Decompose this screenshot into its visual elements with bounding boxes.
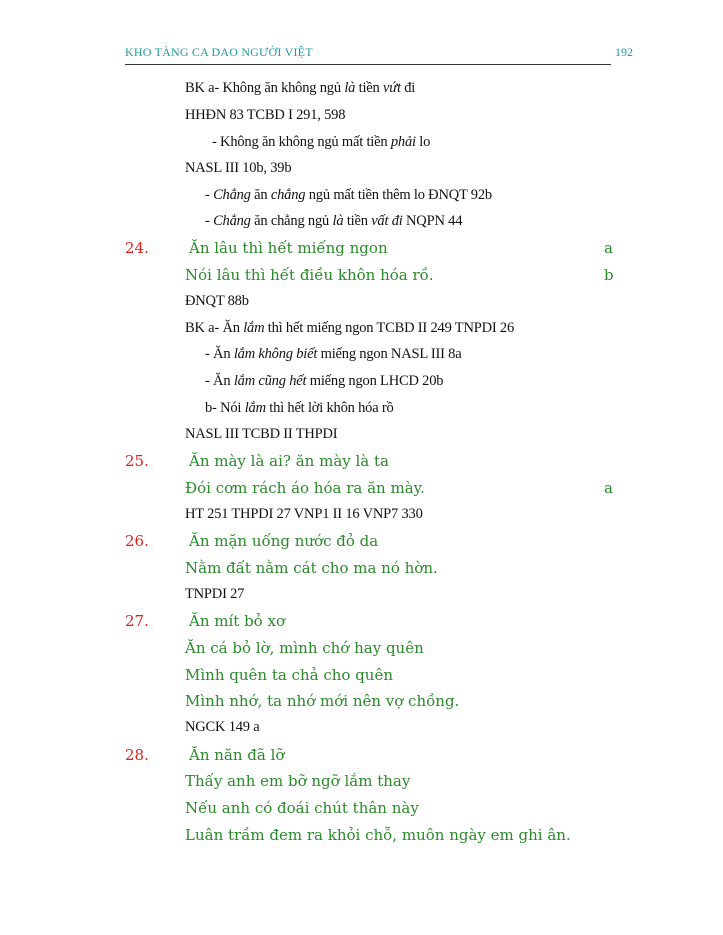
variant-note: BK a- Ăn lắm thì hết miếng ngon TCBD II 249 TNPDI 26: [185, 320, 515, 336]
variant-note: - Không ăn không ngủ mất tiền phải lo: [212, 134, 431, 150]
page-header: [125, 44, 633, 65]
verse-number: 26.: [125, 532, 149, 550]
source-note: TNPDI 27: [185, 586, 245, 602]
source-note: NASL III TCBD II THPDI: [185, 426, 338, 442]
rhyme-marker: a: [604, 239, 613, 257]
verse-number: 24.: [125, 239, 149, 257]
source-note: HHĐN 83 TCBD I 291, 598: [185, 107, 346, 123]
verse-line: Mình quên ta chả cho quên: [185, 666, 393, 684]
verse-line: Ăn năn đã lỡ: [189, 746, 285, 764]
rhyme-marker: b: [604, 266, 614, 284]
verse-line: Luân trầm đem ra khỏi chỗ, muôn ngày em ghi ân.: [185, 826, 571, 844]
variant-note: - Chẳng ăn chẳng ngủ mất tiền thêm lo ĐNQT 92b: [205, 187, 492, 203]
source-note: HT 251 THPDI 27 VNP1 II 16 VNP7 330: [185, 506, 423, 522]
rhyme-marker: a: [604, 479, 613, 497]
verse-number: 25.: [125, 452, 149, 470]
source-note: NASL III 10b, 39b: [185, 160, 292, 176]
verse-line: Thấy anh em bỡ ngỡ lắm thay: [185, 772, 411, 790]
verse-line: Nằm đất nằm cát cho ma nó hờn.: [185, 559, 438, 577]
variant-note: - Ăn lắm không biết miếng ngon NASL III 8a: [205, 346, 462, 362]
verse-number: 28.: [125, 746, 149, 764]
variant-note: - Chẳng ăn chẳng ngủ là tiền vất đi NQPN 44: [205, 213, 463, 229]
verse-line: Ăn lâu thì hết miếng ngon: [189, 239, 388, 257]
verse-line: Nếu anh có đoái chút thân này: [185, 799, 419, 817]
verse-line: Mình nhớ, ta nhớ mới nên vợ chồng.: [185, 692, 460, 710]
verse-number: 27.: [125, 612, 149, 630]
verse-line: Ăn mày là ai? ăn mày là ta: [189, 452, 389, 470]
header-title: KHO TÀNG CA DAO NGƯỜI VIỆT: [125, 45, 313, 59]
variant-note: - Ăn lắm cũng hết miếng ngon LHCD 20b: [205, 373, 444, 389]
page-number: 192: [615, 45, 633, 59]
verse-line: Ăn mặn uống nước đỏ da: [189, 532, 379, 550]
source-note: BK a- Không ăn không ngủ là tiền vứt đi: [185, 80, 416, 96]
verse-line: Đói cơm rách áo hóa ra ăn mày.: [185, 479, 425, 497]
verse-line: Ăn cá bỏ lờ, mình chớ hay quên: [185, 639, 424, 657]
source-note: NGCK 149 a: [185, 719, 260, 735]
source-note: ĐNQT 88b: [185, 293, 249, 309]
verse-line: Nói lâu thì hết điều khôn hóa rồ.: [185, 266, 434, 284]
variant-note: b- Nói lắm thì hết lời khôn hóa rồ: [205, 400, 394, 416]
verse-line: Ăn mít bỏ xơ: [189, 612, 285, 630]
